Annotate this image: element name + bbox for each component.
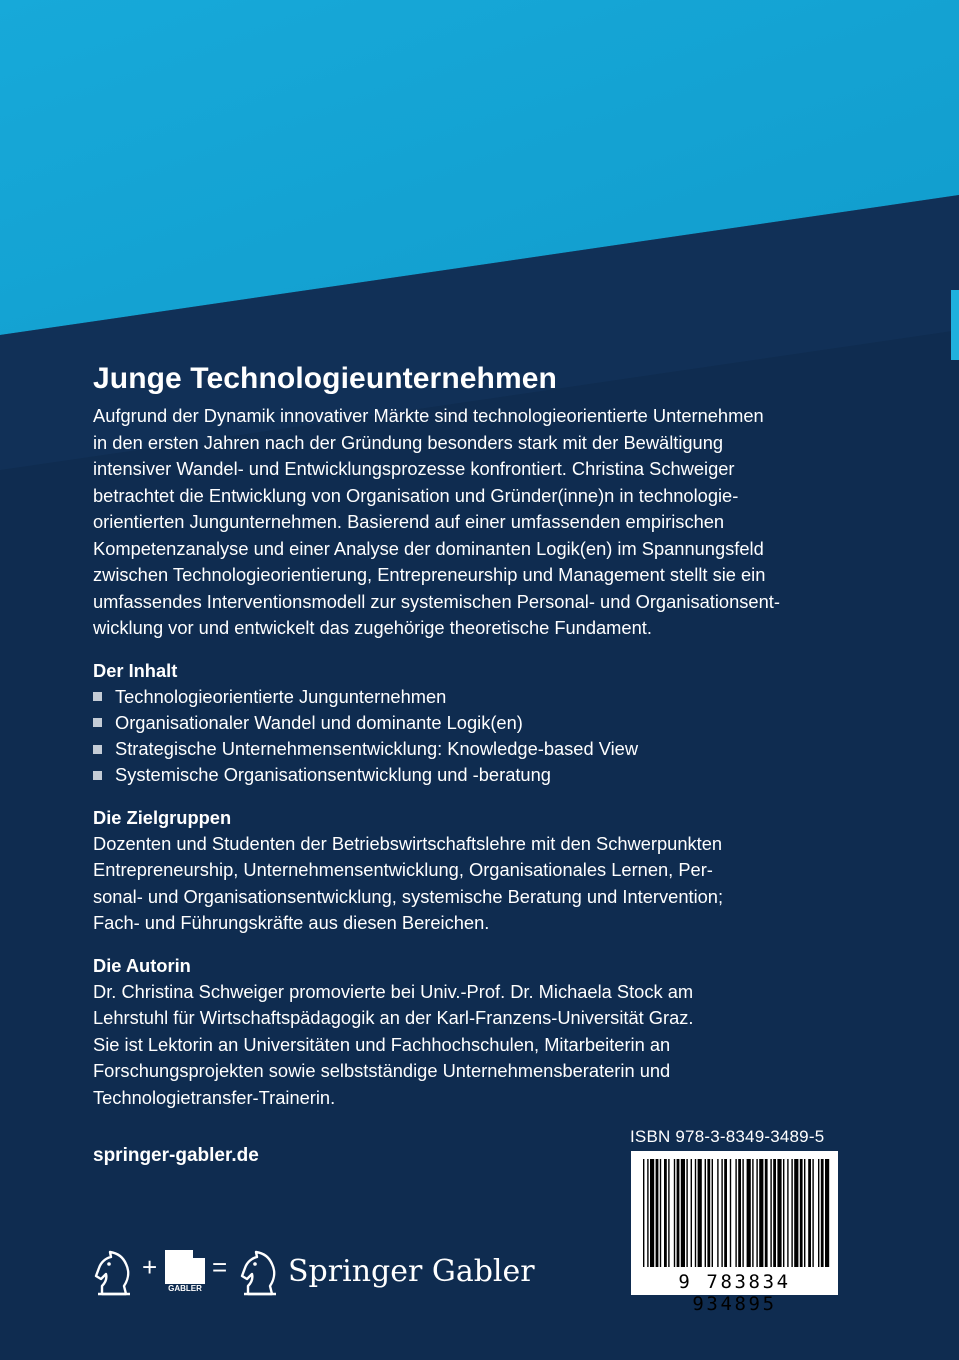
barcode-bar (681, 1159, 685, 1267)
list-item (93, 710, 873, 736)
contents-heading: Der Inhalt (93, 659, 178, 681)
back-cover-text (93, 362, 873, 1111)
barcode-bar (698, 1159, 702, 1267)
barcode-bar (647, 1159, 648, 1267)
barcode-bar (730, 1159, 731, 1267)
contents-list (93, 684, 873, 789)
description-line: orientierten Jungunternehmen. Basierend auf einer umfassenden empirischen (93, 511, 725, 532)
description-line: zwischen Technologieorientierung, Entrepreneurship und Management stellt sie ein (93, 564, 766, 585)
barcode-bar (674, 1159, 675, 1267)
barcode-bar (707, 1159, 710, 1267)
description-line: Kompetenzanalyse und einer Analyse der dominanten Logik(en) im Spannungsfeld (93, 537, 764, 559)
author-line: Forschungsprojekten sowie selbstständige Unternehmensberaterin und (93, 1060, 671, 1082)
isbn-barcode (631, 1151, 838, 1315)
description-line: wicklung vor und entwickelt das zugehörige theoretische Fundament. (93, 617, 652, 638)
barcode-bar (650, 1159, 654, 1267)
contents-section (93, 658, 873, 789)
barcode-bar (794, 1159, 798, 1267)
author-line: Technologietransfer-Trainerin. (93, 1086, 336, 1108)
author-line: Sie ist Lektorin an Universitäten und Fachhochschulen, Mitarbeiterin an (93, 1033, 671, 1055)
barcode-bar (804, 1159, 805, 1267)
book-description (93, 403, 873, 642)
barcode-bar (735, 1159, 736, 1267)
barcode-bar (724, 1159, 727, 1267)
barcode-bar (773, 1159, 776, 1267)
barcode-bar (752, 1159, 753, 1267)
spine-edge (951, 290, 959, 360)
barcode-bar (821, 1159, 824, 1267)
chess-knight-icon (238, 1246, 282, 1298)
barcode-bar (812, 1159, 813, 1267)
barcode-bar (691, 1159, 692, 1267)
description-line: intensiver Wandel- und Entwicklungsprozesse konfrontiert. Christina Schweiger (93, 458, 735, 479)
list-item-text: Technologieorientierte Jungunternehmen (115, 685, 447, 707)
barcode-digits: 9 783834 934895 (678, 1271, 791, 1315)
barcode-bar (705, 1159, 706, 1267)
description-line: Aufgrund der Dynamik innovativer Märkte sind technologieorientierte Unternehmen (93, 405, 764, 426)
barcode-bar (643, 1159, 644, 1267)
list-item-text: Organisationaler Wandel und dominante Logik(en) (115, 711, 523, 733)
barcode-bar (668, 1159, 669, 1267)
barcode-bar (765, 1159, 768, 1267)
audience-section (93, 805, 873, 937)
bullet-square-icon (93, 745, 102, 754)
isbn-label: ISBN 978-3-8349-3489-5 (630, 1127, 825, 1146)
audience-line: Entrepreneurship, Unternehmensentwicklung, Organisationales Lernen, Per- (93, 859, 713, 881)
barcode-bar (808, 1159, 811, 1267)
publisher-name (288, 1254, 535, 1289)
list-item (93, 762, 873, 788)
barcode-bar (712, 1159, 713, 1267)
barcode-bar (686, 1159, 687, 1267)
bullet-square-icon (93, 771, 102, 780)
barcode-bar (783, 1159, 784, 1267)
description-line: betrachtet die Entwicklung von Organisation und Gründer(inne)n in technologie- (93, 484, 739, 506)
author-line: Dr. Christina Schweiger promovierte bei Univ.-Prof. Dr. Michaela Stock am (93, 980, 694, 1002)
barcode-bar (656, 1159, 659, 1267)
list-item (93, 684, 873, 710)
barcode-bar (664, 1159, 667, 1267)
audience-line: Fach- und Führungskräfte aus diesen Bereichen. (93, 912, 490, 934)
publisher-brand: Springer (288, 1254, 423, 1289)
barcode-bar (677, 1159, 680, 1267)
plus-sign: + (142, 1252, 158, 1282)
description-line: umfassendes Interventionsmodell zur systemischen Personal- und Organisationsent- (93, 590, 780, 612)
author-line: Lehrstuhl für Wirtschaftspädagogik an der Karl-Franzens-Universität Graz. (93, 1007, 694, 1029)
barcode-bar (818, 1159, 819, 1267)
list-item-text: Systemische Organisationsentwicklung und -beratung (115, 764, 551, 786)
gabler-wordmark: GABLER (168, 1284, 202, 1293)
barcode-bar (770, 1159, 771, 1267)
publisher-logos (92, 1242, 535, 1302)
barcode-bar (660, 1159, 661, 1267)
barcode-bar (738, 1159, 741, 1267)
barcode-bars (631, 1151, 838, 1271)
barcode-bar (800, 1159, 803, 1267)
barcode-bar (717, 1159, 718, 1267)
list-item (93, 736, 873, 762)
author-heading: Die Autorin (93, 954, 191, 976)
barcode-bar (759, 1159, 763, 1267)
book-title: Junge Technologieunternehmen (93, 362, 557, 395)
bullet-square-icon (93, 692, 102, 701)
barcode-bar (791, 1159, 792, 1267)
audience-line: sonal- und Organisationsentwicklung, systemische Beratung und Intervention; (93, 885, 724, 907)
publisher-url[interactable]: springer-gabler.de (93, 1145, 259, 1166)
chess-knight-icon (92, 1246, 136, 1298)
author-section (93, 953, 873, 1112)
audience-text (93, 831, 873, 937)
barcode-bar (695, 1159, 696, 1267)
barcode-bar (756, 1159, 757, 1267)
author-text (93, 979, 873, 1112)
barcode-bar (742, 1159, 743, 1267)
barcode-bar (825, 1159, 829, 1267)
audience-heading: Die Zielgruppen (93, 806, 232, 828)
list-item-text: Strategische Unternehmensentwicklung: Knowledge-based View (115, 738, 639, 760)
barcode-bar (787, 1159, 788, 1267)
barcode-bar (777, 1159, 781, 1267)
equals-sign: = (212, 1252, 228, 1282)
bullet-square-icon (93, 718, 102, 727)
barcode-bar (747, 1159, 751, 1267)
audience-line: Dozenten und Studenten der Betriebswirtschaftslehre mit den Schwerpunkten (93, 832, 723, 854)
barcode-bar (721, 1159, 722, 1267)
description-line: in den ersten Jahren nach der Gründung besonders stark mit der Bewältigung (93, 431, 724, 453)
publisher-imprint: Gabler (431, 1254, 535, 1289)
